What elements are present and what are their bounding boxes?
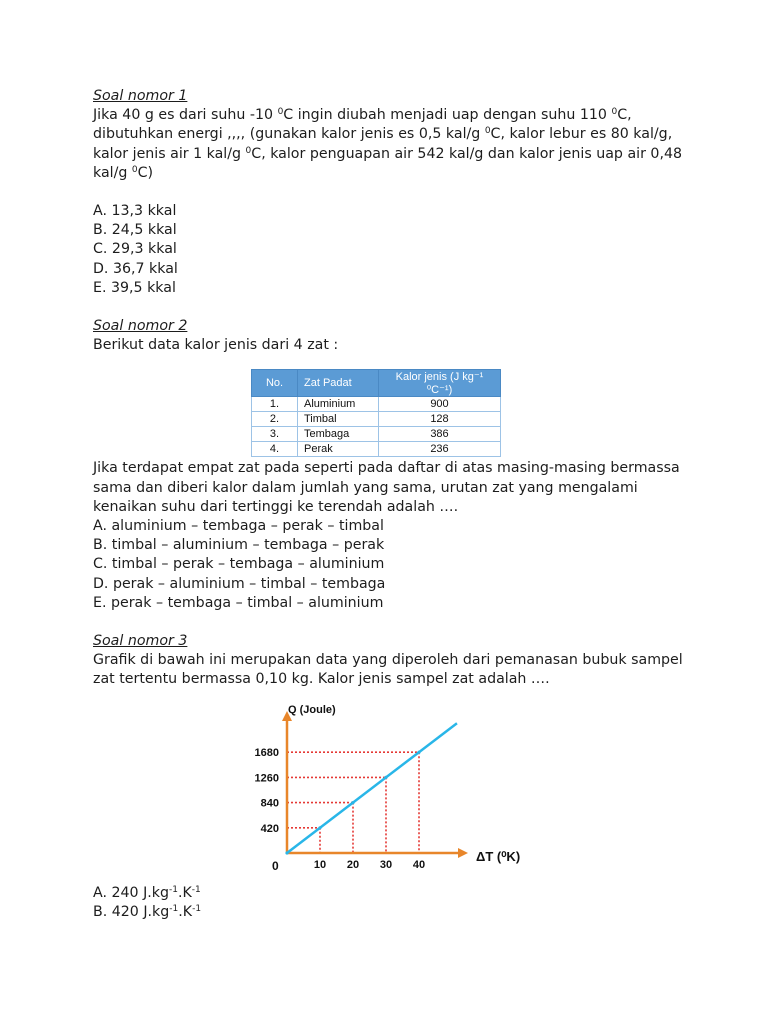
table-cell-no: 1.	[252, 397, 298, 412]
soal1-text-line3: kalor jenis air 1 kal/g $^0$C, kalor penguapan air 542 kal/g dan kalor jenis uap air 0,48	[93, 145, 683, 162]
soal2-option-a: A. aluminium – tembaga – perak – timbal	[93, 518, 384, 535]
soal1-option-e: E. 39,5 kkal	[93, 279, 176, 296]
x-tick-label: 20	[346, 859, 360, 871]
data-point	[285, 851, 288, 854]
soal3-question-line2: zat tertentu bermassa 0,10 kg. Kalor jenis sampel zat adalah ….	[93, 671, 550, 688]
soal2-question-line1: Jika terdapat empat zat pada seperti pada daftar di atas masing-masing bermassa	[93, 460, 680, 477]
soal1-text-line2: dibutuhkan energi ,,,, (gunakan kalor jenis es 0,5 kal/g $^0$C, kalor lebur es 80 kal/g,	[93, 126, 673, 143]
x-axis-label: ΔT (⁰K)	[476, 849, 521, 864]
kalor-jenis-table-wrap	[251, 369, 501, 457]
table-cell-kalor: 900	[379, 397, 501, 412]
table-cell-kalor: 236	[379, 442, 501, 457]
soal1-option-d: D. 36,7 kkal	[93, 260, 178, 277]
soal1-option-a: A. 13,3 kkal	[93, 203, 177, 220]
soal1-option-b: B. 24,5 kkal	[93, 222, 177, 239]
data-point	[351, 801, 354, 804]
soal3-option-b: B. 420 $J.kg^{-1}.K^{-1}$	[93, 904, 202, 921]
table-cell-no: 4.	[252, 442, 298, 457]
soal2-question-line2: sama dan diberi kalor dalam jumlah yang sama, urutan zat yang mengalami	[93, 479, 638, 496]
soal2-intro: Berikut data kalor jenis dari 4 zat :	[93, 337, 339, 354]
table-row	[252, 412, 501, 427]
soal2-question-line3: kenaikan suhu dari tertinggi ke terendah adalah ….	[93, 498, 459, 515]
soal2-option-c: C. timbal – perak – tembaga – aluminium	[93, 556, 385, 573]
soal3-options	[93, 884, 201, 922]
table-cell-kalor: 128	[379, 412, 501, 427]
table-row	[252, 442, 501, 457]
data-point	[417, 751, 420, 754]
x-tick-label: 10	[313, 859, 327, 871]
series-line	[287, 723, 457, 853]
table-cell-zat: Perak	[298, 442, 379, 457]
data-point	[384, 776, 387, 779]
soal1-text-line4: kal/g $^0$C)	[93, 164, 154, 181]
soal1-option-c: C. 29,3 kkal	[93, 241, 177, 258]
soal2-option-d: D. perak – aluminium – timbal – tembaga	[93, 575, 386, 592]
soal3-option-a: A. 240 $J.kg^{-1}.K^{-1}$	[93, 885, 201, 901]
data-series	[285, 723, 457, 854]
x-axis-arrow	[458, 848, 468, 858]
kalor-jenis-table	[251, 369, 501, 457]
y-tick-label: 1680	[254, 747, 279, 760]
table-header-row	[252, 370, 501, 397]
soal2-option-b: B. timbal – aluminium – tembaga – perak	[93, 537, 385, 554]
table-header-kalor: Kalor jenis (J kg⁻¹ ⁰C⁻¹)	[379, 370, 501, 397]
y-tick-label: 420	[260, 822, 279, 835]
origin-label: 0	[272, 859, 279, 873]
x-tick-label: 30	[379, 859, 393, 871]
soal3-heading: Soal nomor 3	[93, 633, 188, 650]
soal2-option-e: E. perak – tembaga – timbal – aluminium	[93, 594, 384, 611]
soal1-heading: Soal nomor 1	[93, 88, 188, 104]
y-tick-label: 840	[260, 797, 279, 810]
table-header-no: No.	[252, 370, 298, 397]
x-tick-label: 40	[412, 859, 426, 871]
table-cell-zat: Timbal	[298, 412, 379, 427]
table-cell-no: 2.	[252, 412, 298, 427]
soal2-heading: Soal nomor 2	[93, 318, 188, 335]
table-row	[252, 427, 501, 442]
heat-graph	[240, 695, 540, 875]
table-cell-zat: Tembaga	[298, 427, 379, 442]
data-point	[318, 826, 321, 829]
table-cell-kalor: 386	[379, 427, 501, 442]
table-cell-zat: Aluminium	[298, 397, 379, 412]
y-tick-label: 1260	[254, 772, 279, 785]
soal1-text-line1: Jika 40 g es dari suhu -10 $^0$C ingin diubah menjadi uap dengan suhu 110 $^0$C,	[93, 107, 632, 124]
soal3-question-line1: Grafik di bawah ini merupakan data yang diperoleh dari pemanasan bubuk sampel	[93, 652, 683, 669]
table-cell-no: 3.	[252, 427, 298, 442]
table-row	[252, 397, 501, 412]
table-header-zat: Zat Padat	[298, 370, 379, 397]
y-axis-label: Q (Joule)	[288, 704, 336, 716]
